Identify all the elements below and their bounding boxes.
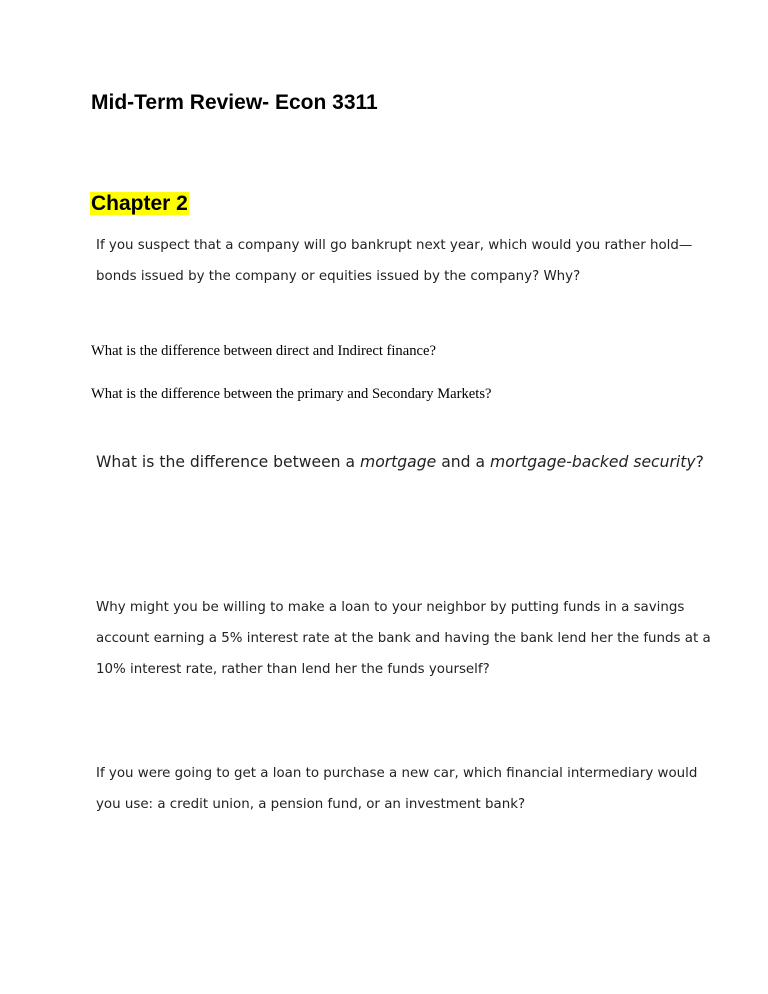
term-mortgage-backed-security: mortgage-backed security: [490, 453, 696, 471]
question-text: and a: [436, 453, 490, 471]
question-line: 10% interest rate, rather than lend her the funds yourself?: [96, 662, 490, 677]
question-car-loan: [96, 758, 697, 820]
chapter-heading: [90, 191, 189, 217]
question-loan-neighbor: [96, 592, 711, 685]
question-primary-secondary-markets: What is the difference between the primary and Secondary Markets?: [91, 386, 492, 402]
question-text: ?: [695, 453, 704, 471]
question-line: If you suspect that a company will go bankrupt next year, which would you rather hold—: [96, 238, 693, 253]
question-direct-indirect-finance: What is the difference between direct and Indirect finance?: [91, 343, 436, 359]
question-line: bonds issued by the company or equities issued by the company? Why?: [96, 269, 581, 284]
question-bankruptcy: [96, 230, 692, 292]
page-title: Mid-Term Review- Econ 3311: [91, 91, 378, 114]
question-mortgage: [96, 447, 704, 478]
question-line: Why might you be willing to make a loan to your neighbor by putting funds in a savings: [96, 600, 685, 615]
question-text: What is the difference between a: [96, 453, 361, 471]
question-line: account earning a 5% interest rate at the bank and having the bank lend her the funds at a: [96, 631, 711, 646]
chapter-heading-highlight: Chapter 2: [91, 192, 188, 215]
term-mortgage: mortgage: [360, 453, 437, 471]
question-line: you use: a credit union, a pension fund, or an investment bank?: [96, 797, 526, 812]
question-line: If you were going to get a loan to purchase a new car, which financial intermediary would: [96, 766, 698, 781]
